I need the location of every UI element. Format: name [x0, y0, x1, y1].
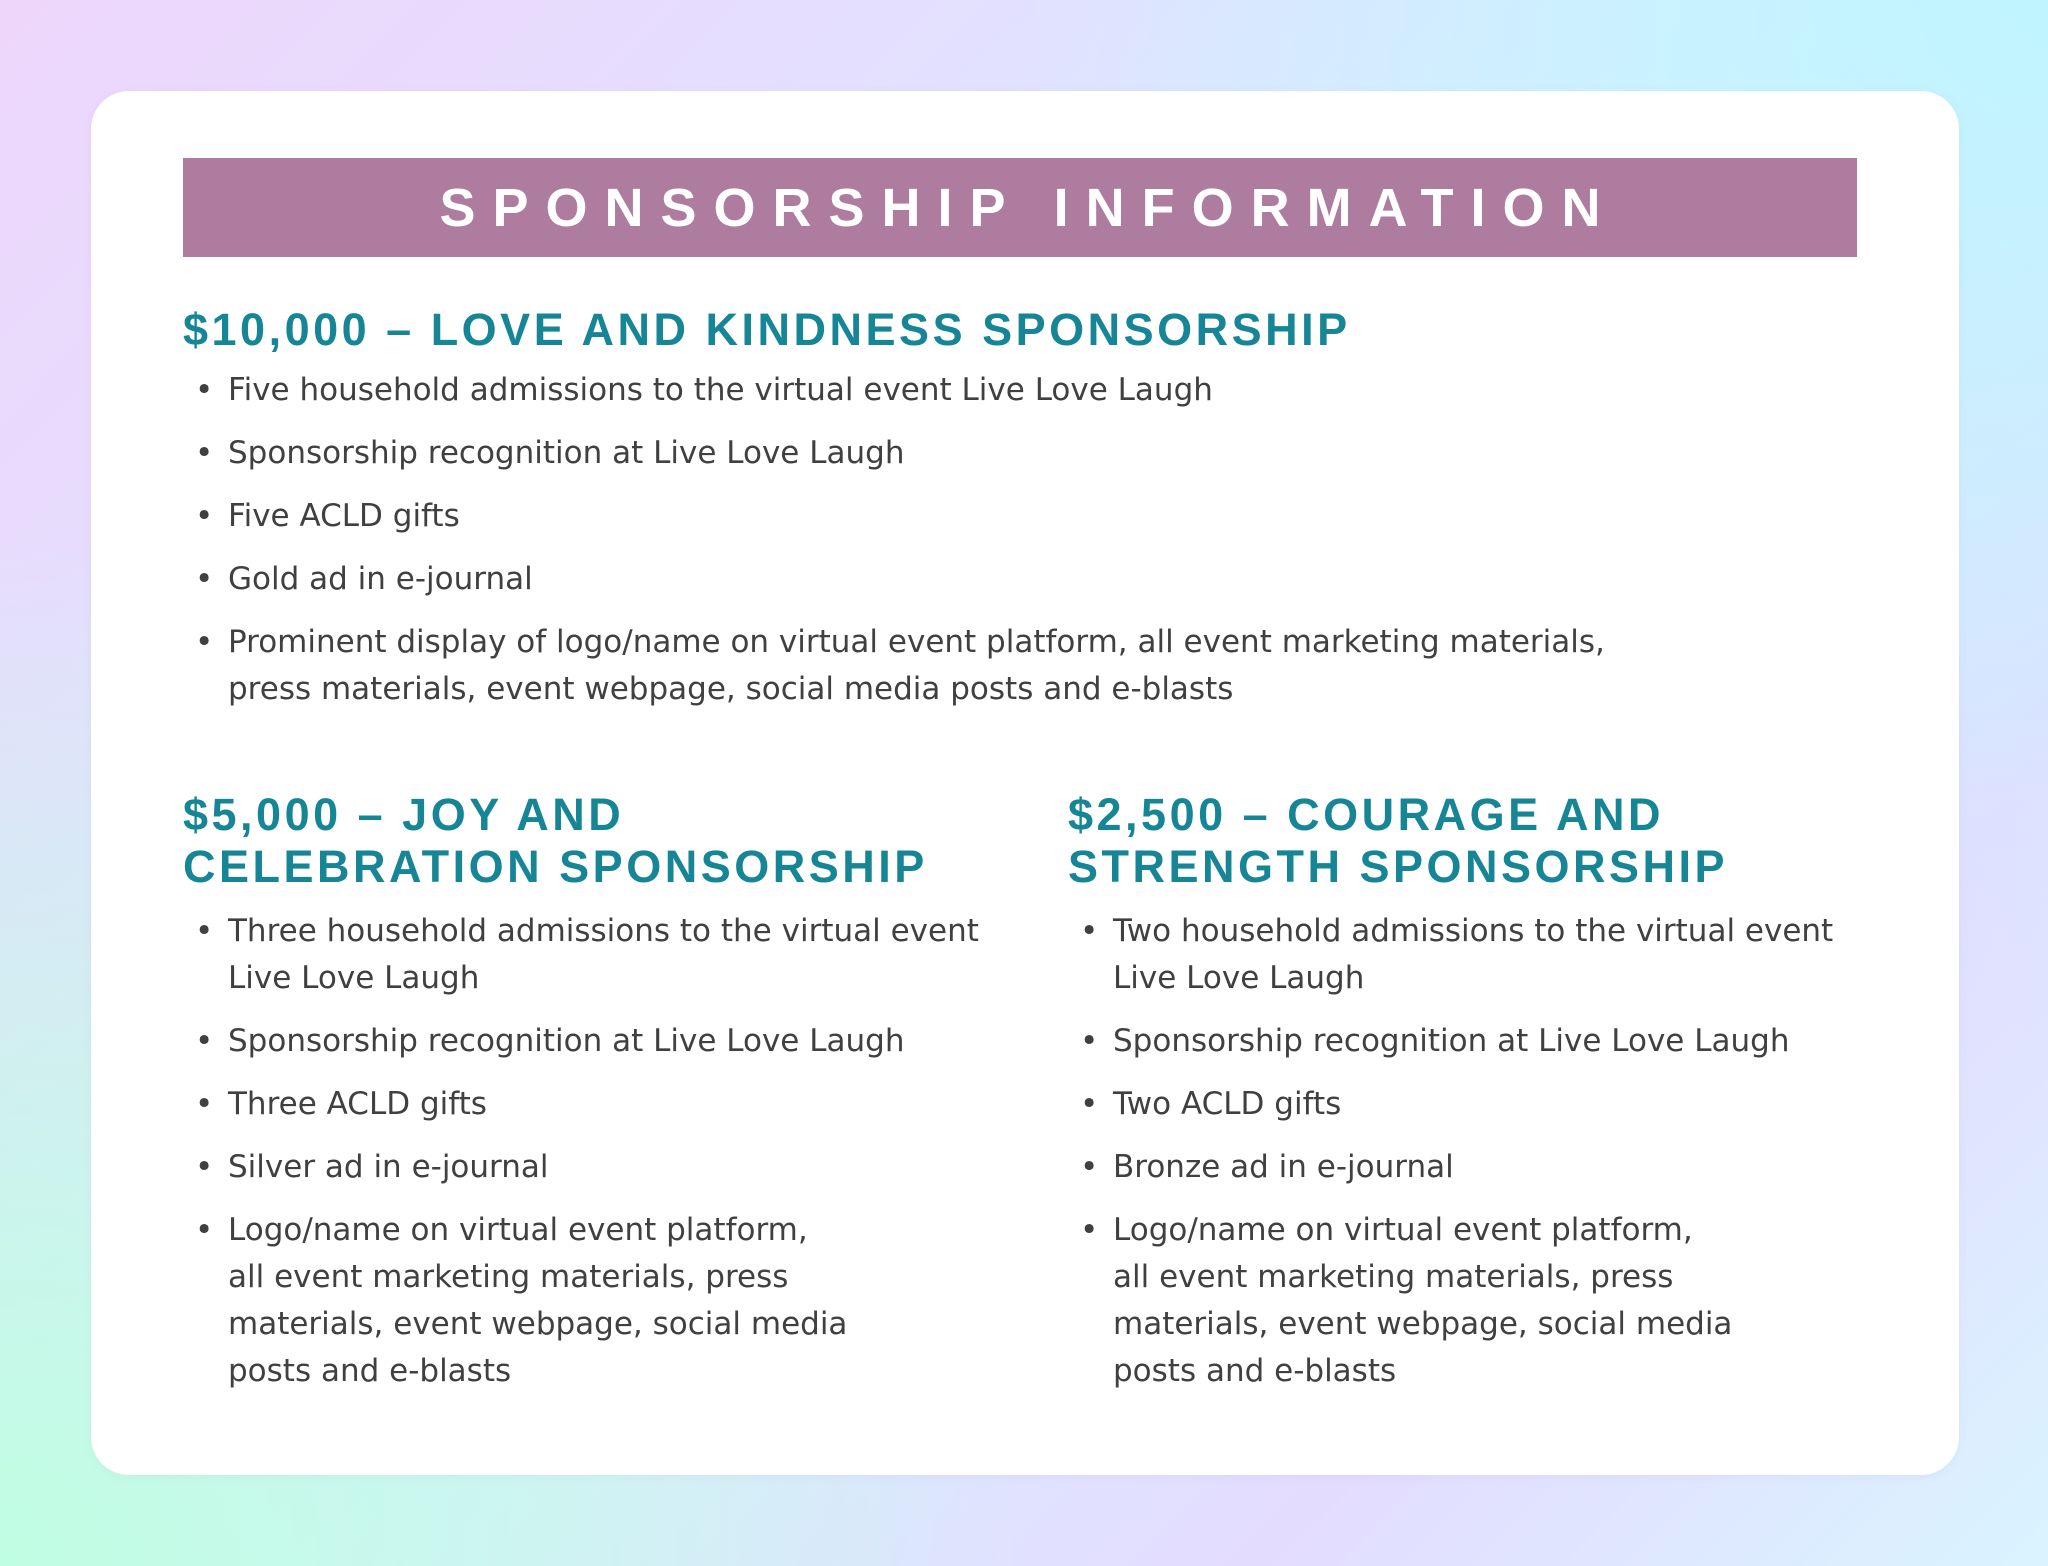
benefit-item [183, 1081, 983, 1128]
benefit-item [1068, 908, 1868, 1002]
bullet-icon: • [195, 1149, 214, 1185]
benefit-item [183, 619, 1683, 713]
benefit-item [1068, 1081, 1868, 1128]
title-banner [183, 158, 1857, 257]
benefit-item [183, 556, 1683, 603]
bullet-icon: • [195, 1086, 214, 1122]
benefit-text: Sponsorship recognition at Live Love Laugh [228, 1023, 905, 1059]
benefit-item [1068, 1018, 1868, 1065]
benefit-list [183, 908, 983, 1395]
sponsorship-card [91, 91, 1959, 1475]
benefit-text: Two household admissions to the virtual event Live Love Laugh [1113, 913, 1834, 996]
bullet-icon: • [195, 498, 214, 534]
benefit-text: Sponsorship recognition at Live Love Laugh [1113, 1023, 1790, 1059]
benefit-text: Sponsorship recognition at Live Love Laugh [228, 435, 905, 471]
benefit-text: Three ACLD gifts [228, 1086, 487, 1122]
bullet-icon: • [195, 624, 214, 660]
benefit-item [183, 1144, 983, 1191]
benefit-text: Prominent display of logo/name on virtual event platform, all event marketing materials, press materials, event webpage, social media posts and e-blasts [228, 624, 1605, 707]
bullet-icon: • [1080, 1023, 1099, 1059]
benefit-item [1068, 1207, 1868, 1395]
courage-and-strength-section [1068, 789, 1868, 1395]
benefit-item [183, 367, 1683, 414]
page-title: SPONSORSHIP INFORMATION [439, 177, 1618, 238]
bullet-icon: • [195, 1212, 214, 1248]
bullet-icon: • [195, 372, 214, 408]
bullet-icon: • [195, 1023, 214, 1059]
benefit-text: Five ACLD gifts [228, 498, 460, 534]
benefit-text: Three household admissions to the virtual event Live Love Laugh [228, 913, 979, 996]
benefit-item [1068, 1144, 1868, 1191]
benefit-text: Logo/name on virtual event platform, all event marketing materials, press materials, event webpage, social media posts and e-blasts [1113, 1212, 1733, 1389]
bullet-icon: • [195, 561, 214, 597]
benefit-text: Gold ad in e-journal [228, 561, 533, 597]
bullet-icon: • [1080, 1212, 1099, 1248]
benefit-item [183, 430, 1683, 477]
benefit-item [183, 1018, 983, 1065]
bullet-icon: • [195, 435, 214, 471]
section-title: $10,000 – LOVE AND KINDNESS SPONSORSHIP [183, 304, 1351, 355]
section-title: $2,500 – COURAGE AND STRENGTH SPONSORSHIP [1068, 789, 1729, 892]
bullet-icon: • [1080, 913, 1099, 949]
benefit-text: Two ACLD gifts [1113, 1086, 1342, 1122]
benefit-text: Silver ad in e-journal [228, 1149, 549, 1185]
benefit-list [183, 367, 1683, 713]
bullet-icon: • [195, 913, 214, 949]
benefit-list [1068, 908, 1868, 1395]
benefit-text: Logo/name on virtual event platform, all event marketing materials, press materials, event webpage, social media posts and e-blasts [228, 1212, 848, 1389]
benefit-item [183, 908, 983, 1002]
benefit-item [183, 1207, 983, 1395]
bullet-icon: • [1080, 1149, 1099, 1185]
benefit-text: Five household admissions to the virtual event Live Love Laugh [228, 372, 1213, 408]
bullet-icon: • [1080, 1086, 1099, 1122]
benefit-item [183, 493, 1683, 540]
section-title: $5,000 – JOY AND CELEBRATION SPONSORSHIP [183, 789, 928, 892]
joy-and-celebration-section [183, 789, 983, 1395]
benefit-text: Bronze ad in e-journal [1113, 1149, 1454, 1185]
love-and-kindness-section [183, 304, 1683, 713]
